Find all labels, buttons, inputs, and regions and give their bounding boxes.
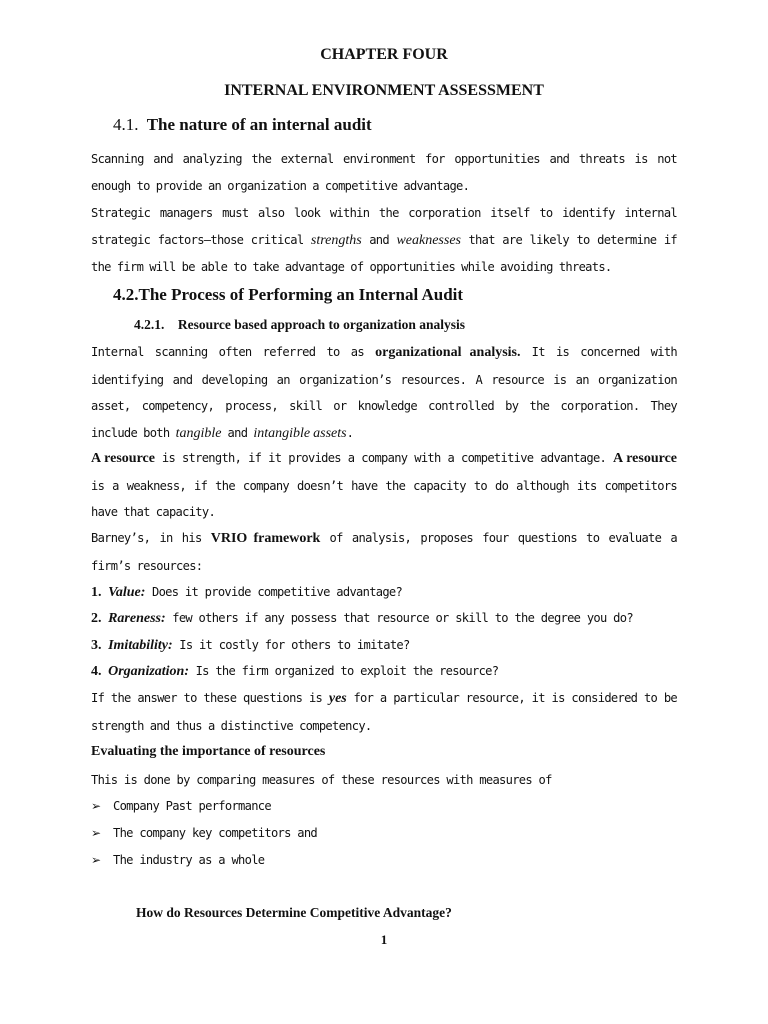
bold-vrio-framework: VRIO framework — [210, 531, 321, 546]
question-text: Is the firm organized to exploit the resource? — [189, 664, 499, 678]
question-text: Is it costly for others to imitate? — [172, 638, 410, 652]
question-number: 4. — [91, 664, 102, 679]
question-text: few others if any possess that resource or skill to the degree you do? — [165, 611, 633, 625]
section-title: The Process of Performing an Internal Audit — [138, 285, 464, 304]
bullet-text: The company key competitors and — [113, 826, 318, 840]
question-number: 1. — [91, 585, 102, 600]
text: and — [221, 426, 254, 441]
text: of analysis, proposes four questions to evaluate a firm’s resources: — [91, 531, 677, 573]
subsection-number: 4.2.1. — [134, 317, 165, 332]
text: Strategic managers must also look within the corporation itself to identify internal strategic factors—those critical — [91, 206, 677, 247]
bullet-text: Company Past performance — [113, 799, 271, 813]
paragraph-organizational-analysis — [91, 339, 677, 448]
text: It is concerned with identifying and developing an organization’s resources. A resource is an organization asset, competency, process, skill or knowledge controlled by the corporation. They include both — [91, 345, 678, 441]
bullet-text: The industry as a whole — [113, 853, 265, 867]
paragraph-external-scanning: Scanning and analyzing the external environment for opportunities and threats is not enough to provide an organization a competitive advantage. — [91, 152, 677, 193]
bold-a-resource: A resource — [613, 451, 677, 466]
paragraph-yes-answer — [91, 685, 677, 739]
question-term: Imitability: — [108, 638, 173, 653]
chapter-title: CHAPTER FOUR — [320, 46, 448, 63]
emph-strengths: strengths — [310, 232, 362, 248]
text: . — [346, 426, 354, 441]
competitive-advantage-question: How do Resources Determine Competitive Advantage? — [136, 905, 452, 920]
paragraph-resource-strength — [91, 445, 677, 526]
text: is a weakness, if the company doesn’t have the capacity to do although its competitors have that capacity. — [91, 478, 677, 520]
emph-weaknesses: weaknesses — [396, 232, 461, 248]
text: for a particular resource, it is considered to be strength and thus a distinctive competency. — [91, 691, 677, 733]
section-title: The nature of an internal audit — [146, 115, 372, 134]
evaluating-heading: Evaluating the importance of resources — [91, 744, 326, 759]
paragraph-vrio — [91, 525, 677, 579]
section-4-1-heading — [113, 115, 372, 135]
text: is strength, if it provides a company with a competitive advantage. — [154, 451, 614, 465]
bold-a-resource: A resource — [91, 451, 155, 466]
question-number: 2. — [91, 611, 102, 626]
text: If the answer to these questions is — [91, 691, 329, 705]
paragraph-internal-factors — [91, 200, 677, 281]
text: Internal scanning often referred to as — [91, 345, 376, 359]
question-text: Does it provide competitive advantage? — [145, 585, 403, 599]
page-number: 1 — [380, 932, 388, 947]
text: Barney’s, in his — [91, 531, 211, 545]
question-number: 3. — [91, 638, 102, 653]
emph-intangible-assets: intangible assets — [253, 426, 347, 442]
bullet-item — [91, 799, 271, 813]
arrow-bullet-icon: ➢ — [91, 826, 102, 840]
question-term: Rareness: — [108, 611, 166, 626]
subsection-4-2-1-heading — [134, 317, 465, 333]
vrio-question-organization — [91, 664, 498, 680]
question-term: Organization: — [108, 664, 190, 679]
text: that are likely to determine if the firm will be able to take advantage of opportunities while avoiding threats. — [91, 232, 677, 275]
emph-yes: yes — [328, 691, 347, 706]
bullet-item — [91, 853, 264, 867]
evaluating-intro: This is done by comparing measures of these resources with measures of — [91, 773, 552, 787]
subsection-title: Resource based approach to organization analysis — [177, 317, 466, 332]
arrow-bullet-icon: ➢ — [91, 853, 102, 867]
vrio-question-rareness — [91, 611, 633, 627]
vrio-question-value — [91, 585, 402, 601]
vrio-question-imitability — [91, 638, 410, 654]
section-number: 4.2. — [113, 285, 139, 304]
section-number: 4.1. — [113, 115, 139, 134]
chapter-subtitle: INTERNAL ENVIRONMENT ASSESSMENT — [224, 82, 544, 99]
bold-organizational-analysis: organizational analysis. — [375, 345, 521, 360]
section-4-2-heading — [113, 285, 463, 305]
text: and — [361, 232, 397, 247]
bullet-item — [91, 826, 317, 840]
arrow-bullet-icon: ➢ — [91, 799, 102, 813]
question-term: Value: — [108, 585, 146, 600]
emph-tangible: tangible — [175, 426, 222, 442]
